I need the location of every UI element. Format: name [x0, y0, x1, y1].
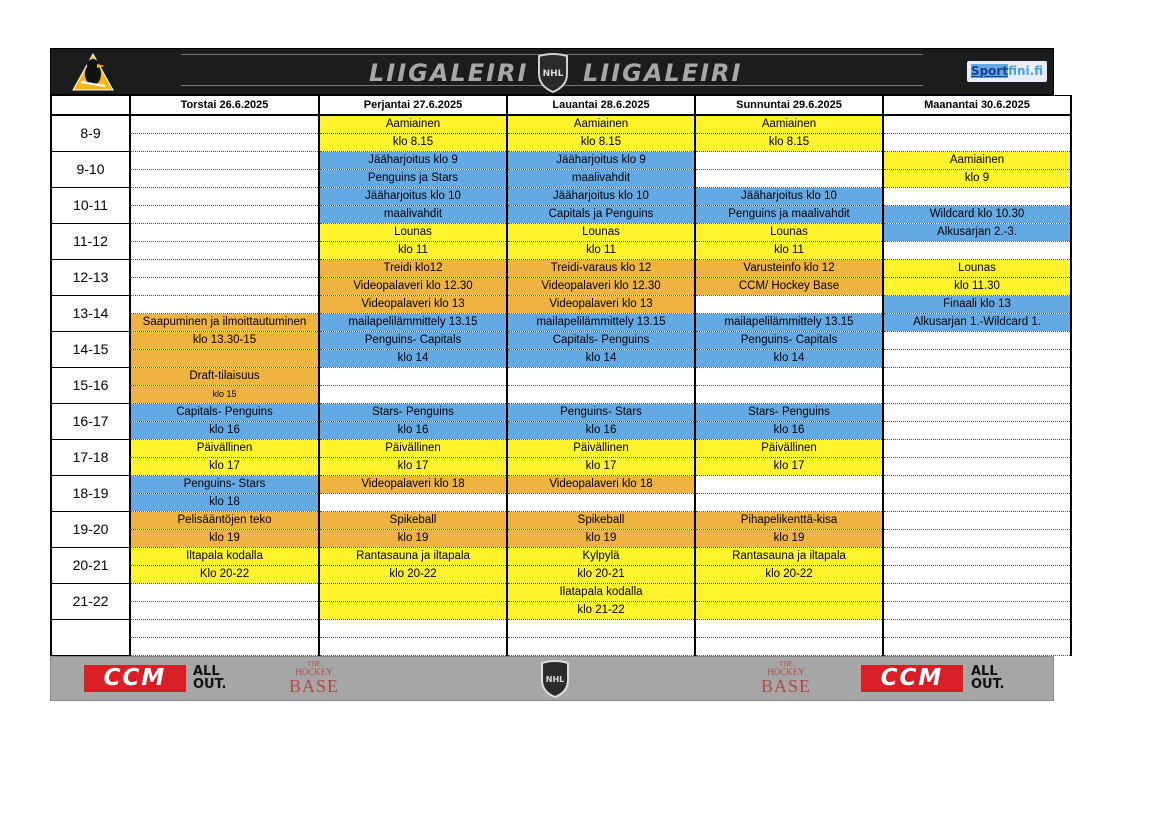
schedule-cell [507, 368, 695, 386]
schedule-cell [883, 422, 1071, 440]
schedule-sheet [50, 48, 1054, 701]
schedule-cell: klo 19 [319, 530, 507, 548]
schedule-cell: Pelisääntöjen teko [130, 512, 319, 530]
schedule-cell: klo 8.15 [695, 134, 883, 152]
schedule-cell [883, 404, 1071, 422]
schedule-cell: Penguins- Stars [130, 476, 319, 494]
schedule-cell: klo 11 [319, 242, 507, 260]
schedule-cell: Lounas [883, 260, 1071, 278]
day-header: Lauantai 28.6.2025 [507, 96, 695, 116]
hb-base: BASE [289, 676, 340, 696]
schedule-cell: Aamiainen [883, 152, 1071, 170]
schedule-cell: klo 14 [319, 350, 507, 368]
schedule-cell: Stars- Penguins [319, 404, 507, 422]
hb-hockey: HOCKEY [295, 667, 333, 677]
schedule-row [51, 332, 1071, 350]
schedule-cell [883, 602, 1071, 620]
hockey-base-logo-left [289, 661, 339, 695]
schedule-cell: Capitals ja Penguins [507, 206, 695, 224]
ccm-logo-left: CCM [84, 665, 186, 692]
schedule-cell [130, 620, 319, 638]
schedule-cell: Videopalaveri klo 18 [507, 476, 695, 494]
schedule-cell: CCM/ Hockey Base [695, 278, 883, 296]
schedule-cell [319, 638, 507, 656]
schedule-row [51, 458, 1071, 476]
schedule-cell: klo 9 [883, 170, 1071, 188]
hockey-base-logo-right [761, 661, 811, 695]
schedule-cell [883, 638, 1071, 656]
nhl-shield-footer-icon [539, 660, 571, 698]
sponsor-footer [50, 656, 1054, 701]
schedule-cell: Ilatapala kodalla [507, 584, 695, 602]
schedule-cell [695, 368, 883, 386]
schedule-cell [130, 278, 319, 296]
schedule-cell: klo 17 [695, 458, 883, 476]
schedule-cell: Spikeball [507, 512, 695, 530]
schedule-cell [695, 386, 883, 404]
schedule-row [51, 242, 1071, 260]
schedule-cell [695, 584, 883, 602]
schedule-cell: Spikeball [319, 512, 507, 530]
schedule-row [51, 314, 1071, 332]
schedule-cell [883, 584, 1071, 602]
schedule-cell: klo 16 [507, 422, 695, 440]
schedule-cell: Iltapala kodalla [130, 548, 319, 566]
schedule-cell: klo 14 [507, 350, 695, 368]
day-header: Sunnuntai 29.6.2025 [695, 96, 883, 116]
schedule-cell [130, 170, 319, 188]
schedule-cell [130, 260, 319, 278]
schedule-cell: Finaali klo 13 [883, 296, 1071, 314]
schedule-cell: Treidi klo12 [319, 260, 507, 278]
schedule-cell: Päivällinen [130, 440, 319, 458]
hb-base: BASE [761, 676, 812, 696]
schedule-row [51, 170, 1071, 188]
day-header: Torstai 26.6.2025 [130, 96, 319, 116]
schedule-cell: Jääharjoitus klo 10 [319, 188, 507, 206]
schedule-cell [883, 530, 1071, 548]
schedule-cell: klo 20-22 [695, 566, 883, 584]
schedule-cell: mailapelilämmittely 13.15 [507, 314, 695, 332]
schedule-row [51, 188, 1071, 206]
schedule-cell [130, 115, 319, 134]
schedule-row [51, 476, 1071, 494]
schedule-row [51, 638, 1071, 656]
schedule-cell: Jääharjoitus klo 9 [507, 152, 695, 170]
schedule-cell [319, 368, 507, 386]
out-text: OUT. [193, 677, 227, 692]
schedule-cell: Penguins ja Stars [319, 170, 507, 188]
sportfini-logo-bold: Sport [970, 64, 1009, 78]
schedule-row [51, 530, 1071, 548]
schedule-cell: Penguins- Capitals [319, 332, 507, 350]
schedule-cell [319, 584, 507, 602]
schedule-cell: Lounas [319, 224, 507, 242]
schedule-row [51, 548, 1071, 566]
time-slot-label: 10-11 [51, 188, 130, 224]
schedule-cell: klo 19 [130, 530, 319, 548]
schedule-cell [695, 476, 883, 494]
schedule-cell: Jääharjoitus klo 10 [507, 188, 695, 206]
sportfini-logo [967, 61, 1047, 82]
schedule-cell [130, 242, 319, 260]
time-slot-label: 18-19 [51, 476, 130, 512]
schedule-cell: klo 17 [130, 458, 319, 476]
schedule-cell [695, 296, 883, 314]
schedule-row [51, 278, 1071, 296]
schedule-cell [883, 368, 1071, 386]
time-slot-label: 17-18 [51, 440, 130, 476]
schedule-table [50, 95, 1072, 656]
schedule-row [51, 224, 1071, 242]
schedule-cell: klo 17 [507, 458, 695, 476]
schedule-cell: klo 15 [130, 386, 319, 404]
banner-title-right: LIIGALEIRI [583, 59, 743, 87]
schedule-row [51, 494, 1071, 512]
schedule-cell [695, 620, 883, 638]
schedule-cell [695, 152, 883, 170]
day-header-row [51, 96, 1071, 116]
schedule-cell: Treidi-varaus klo 12 [507, 260, 695, 278]
schedule-cell [883, 115, 1071, 134]
header-corner [51, 96, 130, 116]
schedule-row [51, 350, 1071, 368]
schedule-cell [130, 224, 319, 242]
schedule-cell: klo 16 [130, 422, 319, 440]
schedule-cell [883, 134, 1071, 152]
schedule-cell: Päivällinen [319, 440, 507, 458]
time-slot-label: 15-16 [51, 368, 130, 404]
schedule-row [51, 152, 1071, 170]
time-slot-label: 12-13 [51, 260, 130, 296]
schedule-cell: klo 20-21 [507, 566, 695, 584]
schedule-cell: Videopalaveri klo 12.30 [319, 278, 507, 296]
schedule-cell [883, 476, 1071, 494]
all-out-left [193, 665, 226, 691]
schedule-cell: Klo 20-22 [130, 566, 319, 584]
schedule-cell: Rantasauna ja iltapala [695, 548, 883, 566]
schedule-cell: maalivahdit [507, 170, 695, 188]
hb-hockey: HOCKEY [767, 667, 805, 677]
schedule-cell [319, 386, 507, 404]
schedule-cell: klo 8.15 [319, 134, 507, 152]
schedule-cell [507, 386, 695, 404]
time-slot-label: 13-14 [51, 296, 130, 332]
schedule-cell: Varusteinfo klo 12 [695, 260, 883, 278]
schedule-cell: Videopalaveri klo 12.30 [507, 278, 695, 296]
schedule-cell [507, 638, 695, 656]
schedule-cell [130, 584, 319, 602]
schedule-cell: Draft-tilaisuus [130, 368, 319, 386]
all-text: ALL [193, 664, 220, 679]
schedule-cell [507, 620, 695, 638]
schedule-cell [130, 296, 319, 314]
schedule-cell: Aamiainen [319, 115, 507, 134]
schedule-cell: Videopalaveri klo 13 [319, 296, 507, 314]
schedule-cell: klo 20-22 [319, 566, 507, 584]
schedule-cell [319, 620, 507, 638]
schedule-cell [130, 602, 319, 620]
schedule-cell: klo 13.30-15 [130, 332, 319, 350]
schedule-cell: Jääharjoitus klo 9 [319, 152, 507, 170]
schedule-cell: Jääharjoitus klo 10 [695, 188, 883, 206]
schedule-cell: Päivällinen [695, 440, 883, 458]
schedule-cell: klo 19 [695, 530, 883, 548]
schedule-cell: klo 18 [130, 494, 319, 512]
schedule-cell: Kylpylä [507, 548, 695, 566]
schedule-cell: Penguins- Capitals [695, 332, 883, 350]
schedule-cell: Videopalaveri klo 13 [507, 296, 695, 314]
schedule-cell [883, 566, 1071, 584]
schedule-cell: mailapelilämmittely 13.15 [319, 314, 507, 332]
header-banner [50, 48, 1054, 95]
schedule-cell: klo 21-22 [507, 602, 695, 620]
schedule-cell [883, 332, 1071, 350]
svg-text:NHL: NHL [542, 69, 564, 79]
all-text: ALL [971, 664, 998, 679]
schedule-row [51, 134, 1071, 152]
schedule-cell [883, 620, 1071, 638]
schedule-cell [883, 512, 1071, 530]
banner-title-left: LIIGALEIRI [369, 59, 529, 87]
schedule-cell: Lounas [507, 224, 695, 242]
schedule-cell [130, 206, 319, 224]
schedule-cell: Alkusarjan 2.-3. [883, 224, 1071, 242]
time-slot-label: 11-12 [51, 224, 130, 260]
hb-the: THE [307, 660, 321, 668]
schedule-cell [883, 350, 1071, 368]
schedule-cell: Alkusarjan 1.-Wildcard 1. [883, 314, 1071, 332]
schedule-cell: klo 11.30 [883, 278, 1071, 296]
schedule-cell: Capitals- Penguins [130, 404, 319, 422]
schedule-cell: Stars- Penguins [695, 404, 883, 422]
schedule-cell [319, 494, 507, 512]
schedule-cell [883, 188, 1071, 206]
schedule-cell [695, 638, 883, 656]
schedule-cell: klo 14 [695, 350, 883, 368]
schedule-cell: Rantasauna ja iltapala [319, 548, 507, 566]
schedule-cell [130, 152, 319, 170]
time-slot-label: 21-22 [51, 584, 130, 620]
schedule-cell [319, 602, 507, 620]
schedule-cell: Pihapelikenttä-kisa [695, 512, 883, 530]
time-slot-label: 8-9 [51, 115, 130, 152]
schedule-row [51, 404, 1071, 422]
schedule-cell: Capitals- Penguins [507, 332, 695, 350]
schedule-cell: Saapuminen ja ilmoittautuminen [130, 314, 319, 332]
schedule-cell [130, 188, 319, 206]
schedule-cell: klo 19 [507, 530, 695, 548]
time-slot-label [51, 620, 130, 656]
schedule-cell: klo 16 [319, 422, 507, 440]
schedule-cell [883, 242, 1071, 260]
out-text: OUT. [971, 677, 1005, 692]
schedule-row [51, 115, 1071, 134]
time-slot-label: 14-15 [51, 332, 130, 368]
schedule-cell [883, 440, 1071, 458]
schedule-cell [883, 548, 1071, 566]
schedule-cell [883, 386, 1071, 404]
schedule-cell [695, 602, 883, 620]
schedule-row [51, 296, 1071, 314]
schedule-row [51, 422, 1071, 440]
schedule-cell [130, 134, 319, 152]
schedule-row [51, 368, 1071, 386]
schedule-cell [883, 458, 1071, 476]
schedule-cell: Aamiainen [507, 115, 695, 134]
ccm-logo-right: CCM [861, 665, 963, 692]
all-out-right [971, 665, 1004, 691]
schedule-cell: klo 17 [319, 458, 507, 476]
schedule-cell: Penguins- Stars [507, 404, 695, 422]
schedule-row [51, 440, 1071, 458]
schedule-cell [695, 170, 883, 188]
schedule-row [51, 386, 1071, 404]
time-slot-label: 19-20 [51, 512, 130, 548]
schedule-cell [695, 494, 883, 512]
time-slot-label: 20-21 [51, 548, 130, 584]
schedule-cell [507, 494, 695, 512]
schedule-row [51, 584, 1071, 602]
penguins-logo-icon [67, 52, 119, 92]
schedule-cell: Penguins ja maalivahdit [695, 206, 883, 224]
schedule-row [51, 602, 1071, 620]
schedule-cell: klo 11 [695, 242, 883, 260]
schedule-row [51, 512, 1071, 530]
nhl-shield-icon [535, 52, 571, 93]
schedule-cell: Wildcard klo 10.30 [883, 206, 1071, 224]
schedule-cell: Aamiainen [695, 115, 883, 134]
schedule-cell: maalivahdit [319, 206, 507, 224]
schedule-cell [130, 638, 319, 656]
schedule-cell: klo 16 [695, 422, 883, 440]
schedule-cell: Lounas [695, 224, 883, 242]
time-slot-label: 16-17 [51, 404, 130, 440]
schedule-cell [883, 494, 1071, 512]
svg-text:NHL: NHL [545, 675, 565, 684]
schedule-row [51, 620, 1071, 638]
schedule-row [51, 206, 1071, 224]
schedule-cell: Päivällinen [507, 440, 695, 458]
schedule-cell [130, 350, 319, 368]
schedule-cell: Videopalaveri klo 18 [319, 476, 507, 494]
schedule-cell: mailapelilämmittely 13.15 [695, 314, 883, 332]
day-header: Perjantai 27.6.2025 [319, 96, 507, 116]
time-slot-label: 9-10 [51, 152, 130, 188]
day-header: Maanantai 30.6.2025 [883, 96, 1071, 116]
sportfini-logo-domain: fini.fi [1008, 64, 1044, 78]
schedule-cell: klo 11 [507, 242, 695, 260]
schedule-cell: klo 8.15 [507, 134, 695, 152]
hb-the: THE [779, 660, 793, 668]
schedule-row [51, 566, 1071, 584]
schedule-row [51, 260, 1071, 278]
